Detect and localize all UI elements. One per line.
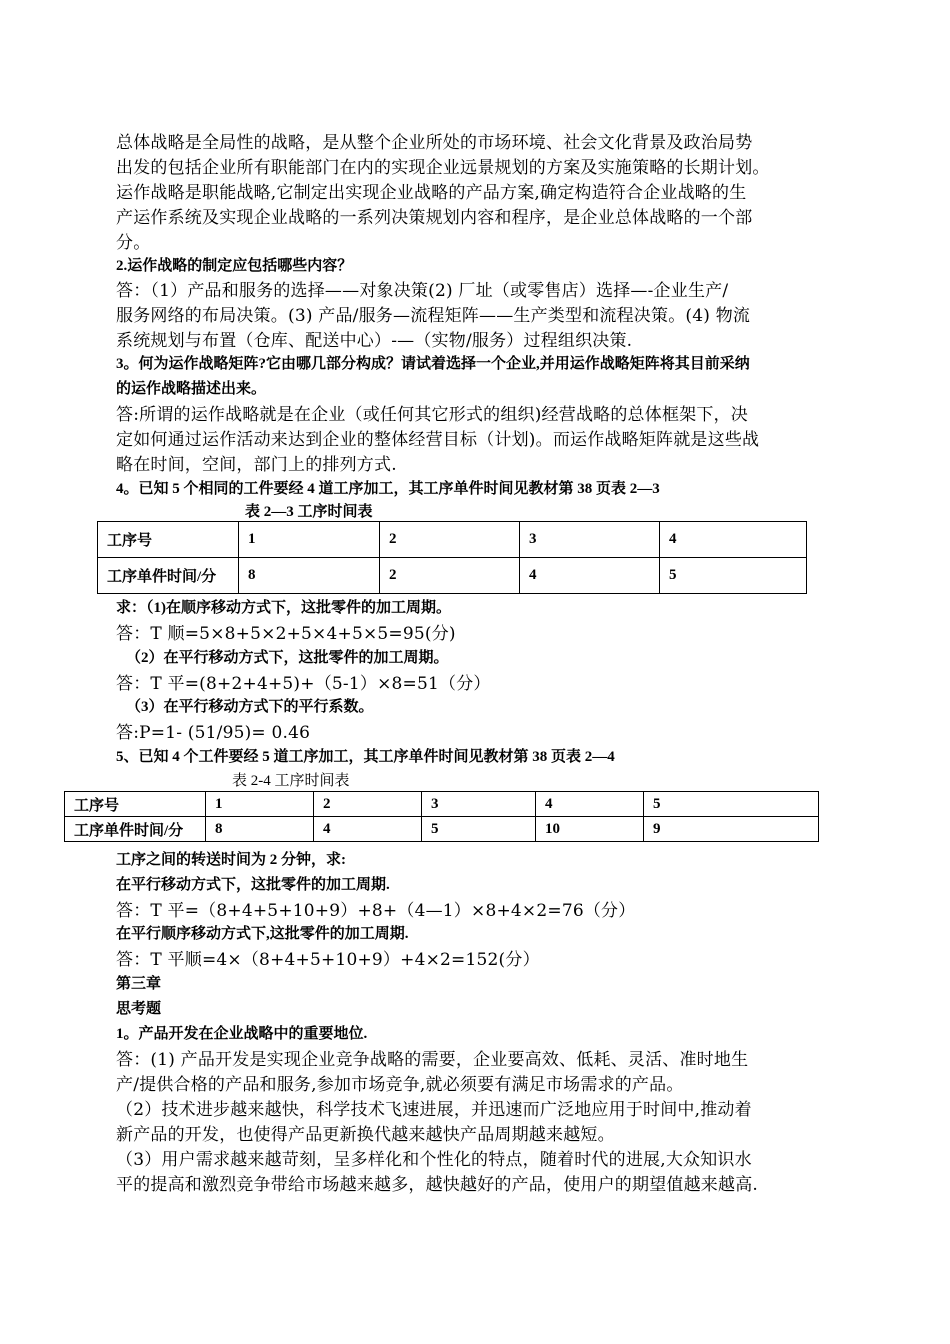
table-cell: 2 bbox=[380, 522, 520, 558]
table-cell: 4 bbox=[314, 817, 422, 842]
answer-line: 答：T 平=(8+2+4+5)+（5-1）×8=51（分） bbox=[116, 674, 491, 694]
process-time-table-2-3 bbox=[97, 521, 807, 594]
table-cell: 5 bbox=[660, 558, 807, 594]
table-cell: 3 bbox=[520, 522, 660, 558]
table-cell: 工序单件时间/分 bbox=[65, 817, 206, 842]
answer-line: 定如何通过运作活动来达到企业的整体经营目标（计划)。而运作战略矩阵就是这些战 bbox=[116, 430, 760, 450]
answer-line: （3）用户需求越来越苛刻，呈多样化和个性化的特点，随着时代的进展,大众知识水 bbox=[116, 1150, 752, 1170]
section-heading: 思考题 bbox=[116, 1001, 162, 1017]
chapter-heading: 第三章 bbox=[116, 976, 162, 992]
table-cell: 8 bbox=[206, 817, 314, 842]
table-cell: 5 bbox=[644, 792, 819, 817]
answer-line: 产/提供合格的产品和服务,参加市场竞争,就必须要有满足市场需求的产品。 bbox=[116, 1075, 684, 1095]
answer-line: 系统规划与布置（仓库、配送中心）-—（实物/服务）过程组织决策. bbox=[116, 331, 633, 351]
table-row bbox=[98, 522, 807, 558]
answer-line: 答：T 平=（8+4+5+10+9）+8+（4—1）×8+4×2=76（分） bbox=[116, 901, 636, 921]
table-cell: 1 bbox=[206, 792, 314, 817]
question-heading: （2）在平行移动方式下，这批零件的加工周期。 bbox=[126, 650, 449, 666]
answer-line: （2）技术进步越来越快，科学技术飞速进展，并迅速而广泛地应用于时间中,推动着 bbox=[116, 1100, 752, 1120]
question-heading: 在平行移动方式下，这批零件的加工周期. bbox=[116, 877, 390, 893]
paragraph-line: 分。 bbox=[116, 233, 151, 253]
table-row bbox=[98, 558, 807, 594]
table-caption: 表 2—3 工序时间表 bbox=[245, 504, 373, 520]
table-cell: 工序号 bbox=[65, 792, 206, 817]
table-cell: 工序号 bbox=[98, 522, 239, 558]
table-cell: 4 bbox=[520, 558, 660, 594]
table-cell: 4 bbox=[536, 792, 644, 817]
answer-line: 服务网络的布局决策。(3) 产品/服务—流程矩阵——生产类型和流程决策。(4) 物流 bbox=[116, 306, 751, 326]
table-cell: 工序单件时间/分 bbox=[98, 558, 239, 594]
table-cell: 2 bbox=[380, 558, 520, 594]
table-caption: 表 2-4 工序时间表 bbox=[232, 773, 350, 789]
question-heading: 3。何为运作战略矩阵?它由哪几部分构成？请试着选择一个企业,并用运作战略矩阵将其目前采纳 bbox=[116, 356, 750, 372]
table-cell: 5 bbox=[422, 817, 536, 842]
answer-line: 答：T 平顺=4×（8+4+5+10+9）+4×2=152(分） bbox=[116, 950, 540, 970]
question-heading: 的运作战略描述出来。 bbox=[116, 381, 267, 397]
paragraph-line: 运作战略是职能战略,它制定出实现企业战略的产品方案,确定构造符合企业战略的生 bbox=[116, 183, 747, 203]
answer-line: 答：(1) 产品开发是实现企业竞争战略的需要，企业要高效、低耗、灵活、准时地生 bbox=[116, 1050, 749, 1070]
table-cell: 3 bbox=[422, 792, 536, 817]
question-heading: 4。已知 5 个相同的工件要经 4 道工序加工，其工序单件时间见教材第 38 页表 2—3 bbox=[116, 481, 660, 497]
answer-line: 答：（1）产品和服务的选择——对象决策(2) 厂址（或零售店）选择—-企业生产/ bbox=[116, 281, 729, 301]
question-heading: （3）在平行移动方式下的平行系数。 bbox=[126, 699, 374, 715]
answer-line: 答:所谓的运作战略就是在企业（或任何其它形式的组织)经营战略的总体框架下，决 bbox=[116, 405, 748, 425]
table-cell: 4 bbox=[660, 522, 807, 558]
answer-line: 新产品的开发，也使得产品更新换代越来越快产品周期越来越短。 bbox=[116, 1125, 615, 1145]
answer-line: 答:P=1- (51/95)= 0.46 bbox=[116, 723, 311, 743]
table-cell: 8 bbox=[239, 558, 380, 594]
question-heading: 求：（1)在顺序移动方式下，这批零件的加工周期。 bbox=[116, 600, 451, 616]
process-time-table-2-4 bbox=[64, 791, 819, 842]
table-cell: 9 bbox=[644, 817, 819, 842]
table-row bbox=[65, 792, 819, 817]
paragraph-line: 出发的包括企业所有职能部门在内的实现企业远景规划的方案及实施策略的长期计划。 bbox=[116, 158, 770, 178]
answer-line: 平的提高和激烈竞争带给市场越来越多，越快越好的产品，使用户的期望值越来越高. bbox=[116, 1175, 759, 1195]
question-heading: 工序之间的转送时间为 2 分钟，求: bbox=[116, 852, 346, 868]
table-cell: 1 bbox=[239, 522, 380, 558]
question-heading: 在平行顺序移动方式下,这批零件的加工周期. bbox=[116, 926, 409, 942]
paragraph-line: 产运作系统及实现企业战略的一系列决策规划内容和程序，是企业总体战略的一个部 bbox=[116, 208, 753, 228]
table-row bbox=[65, 817, 819, 842]
table-cell: 2 bbox=[314, 792, 422, 817]
question-heading: 5、已知 4 个工件要经 5 道工序加工，其工序单件时间见教材第 38 页表 2—4 bbox=[116, 749, 615, 765]
question-heading: 2.运作战略的制定应包括哪些内容？ bbox=[116, 258, 353, 274]
question-heading: 1。产品开发在企业战略中的重要地位. bbox=[116, 1026, 368, 1042]
answer-line: 略在时间，空间，部门上的排列方式. bbox=[116, 455, 397, 475]
paragraph-line: 总体战略是全局性的战略，是从整个企业所处的市场环境、社会文化背景及政治局势 bbox=[116, 133, 753, 153]
table-cell: 10 bbox=[536, 817, 644, 842]
answer-line: 答：T 顺=5×8+5×2+5×4+5×5=95(分) bbox=[116, 624, 456, 644]
